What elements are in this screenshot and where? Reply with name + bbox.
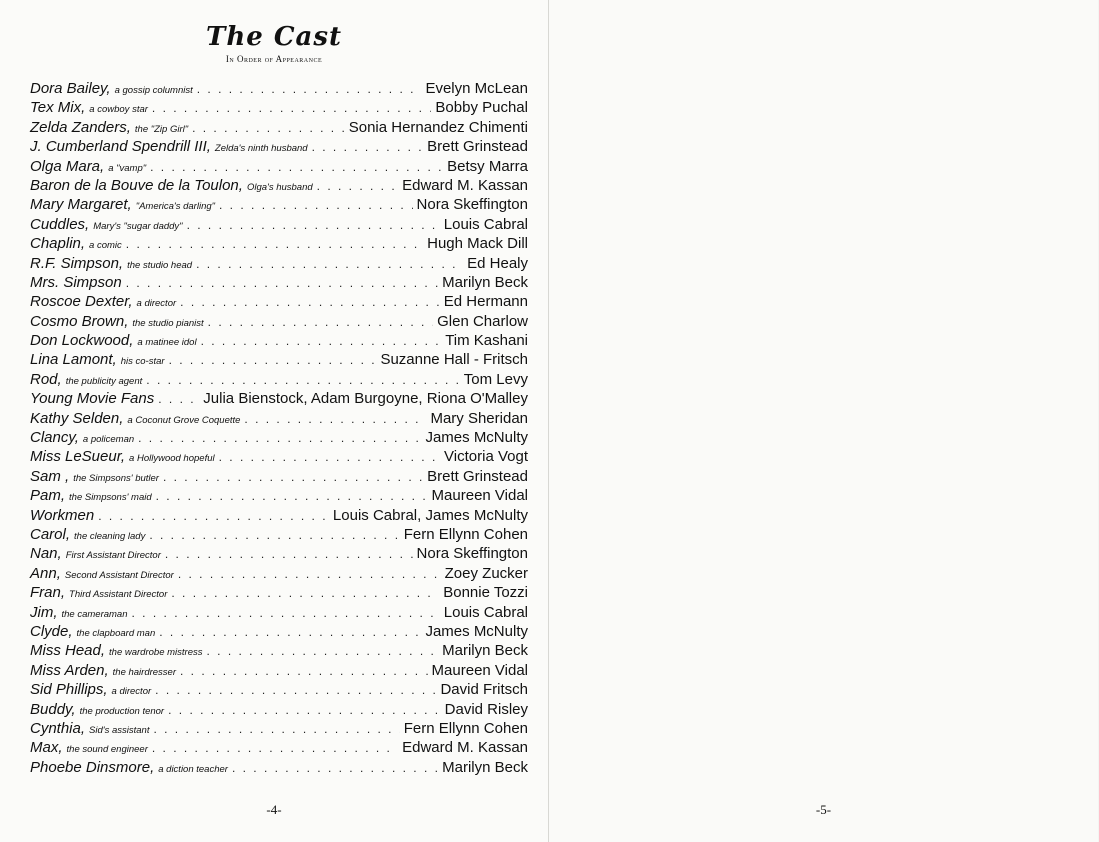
role-description: the Simpsons' maid xyxy=(69,492,152,504)
leader-dots xyxy=(206,644,438,658)
role-description: a diction teacher xyxy=(158,763,228,775)
actor-name: James McNulty xyxy=(425,622,528,640)
leader-dots xyxy=(171,586,439,600)
leader-dots xyxy=(196,257,463,271)
leader-dots xyxy=(197,82,422,96)
leader-dots xyxy=(165,547,413,561)
role-name: Miss LeSueur, xyxy=(30,448,126,466)
role-name: Cosmo Brown, xyxy=(30,312,129,330)
role-name: Carol, xyxy=(30,525,71,543)
actor-name: Bonnie Tozzi xyxy=(443,584,528,602)
role-name: Sam , xyxy=(30,467,70,485)
actor-name: Nora Skeffington xyxy=(416,545,528,563)
role-description: the studio pianist xyxy=(132,317,204,329)
role-name: Mrs. Simpson xyxy=(30,273,122,291)
leader-dots xyxy=(312,140,424,154)
actor-name: Tom Levy xyxy=(463,370,528,388)
role-name: Tex Mix, xyxy=(30,99,86,117)
cast-row xyxy=(30,138,528,157)
role-name: Clyde, xyxy=(30,622,73,640)
leader-dots xyxy=(150,160,443,174)
cast-row xyxy=(30,410,528,429)
actor-name: Nora Skeffington xyxy=(416,196,528,214)
cast-list-left xyxy=(30,80,528,778)
role-description: the publicity agent xyxy=(65,375,143,387)
actor-name: Fern Ellynn Cohen xyxy=(403,719,528,737)
cast-row xyxy=(30,662,528,681)
role-name: Cynthia, xyxy=(30,719,86,737)
actor-name: Edward M. Kassan xyxy=(402,739,528,757)
role-name: Clancy, xyxy=(30,429,79,447)
role-name: Rod, xyxy=(30,370,62,388)
actor-name: Sonia Hernandez Chimenti xyxy=(348,118,528,136)
leader-dots xyxy=(219,198,413,212)
role-name: Dora Bailey, xyxy=(30,80,111,97)
actor-name: Tim Kashani xyxy=(445,332,528,350)
role-name: Kathy Selden, xyxy=(30,409,124,427)
cast-row xyxy=(30,604,528,623)
cast-row xyxy=(30,235,528,254)
role-name: J. Cumberland Spendrill III, xyxy=(30,138,211,156)
role-name: Young Movie Fans xyxy=(30,390,155,408)
leader-dots xyxy=(132,606,440,620)
cast-row xyxy=(30,584,528,603)
actor-name: Edward M. Kassan xyxy=(402,176,528,194)
leader-dots xyxy=(180,295,440,309)
leader-dots xyxy=(126,276,438,290)
cast-row xyxy=(30,468,528,487)
role-description: a gossip columnist xyxy=(114,85,193,96)
cast-row xyxy=(30,196,528,215)
page-left xyxy=(0,0,549,842)
actor-name: Marilyn Beck xyxy=(442,273,528,291)
page-number-right: -5- xyxy=(815,802,832,817)
actor-name: Louis Cabral xyxy=(443,215,528,233)
role-name: Mary Margaret, xyxy=(30,196,132,214)
leader-dots xyxy=(126,237,423,251)
role-description: the studio head xyxy=(127,259,193,271)
role-description: "America's darling" xyxy=(135,201,216,213)
actor-name: James McNulty xyxy=(425,429,528,447)
role-name: Jim, xyxy=(30,603,58,621)
leader-dots xyxy=(180,664,428,678)
actor-name: Suzanne Hall - Fritsch xyxy=(380,351,528,369)
actor-name: Brett Grinstead xyxy=(427,138,528,156)
role-description: a Hollywood hopeful xyxy=(129,453,215,465)
role-name: R.F. Simpson, xyxy=(30,254,124,272)
actor-name: David Risley xyxy=(444,700,528,718)
cast-row xyxy=(30,739,528,758)
cast-row xyxy=(30,429,528,448)
leader-dots xyxy=(153,722,399,736)
cast-row xyxy=(30,565,528,584)
role-description: Second Assistant Director xyxy=(64,569,174,581)
role-name: Lina Lamont, xyxy=(30,351,117,369)
actor-name: Marilyn Beck xyxy=(442,642,528,660)
actor-name: Julia Bienstock, Adam Burgoyne, Riona O'Malley xyxy=(203,390,528,408)
leader-dots xyxy=(178,567,441,581)
leader-dots xyxy=(192,121,345,135)
leader-dots xyxy=(98,509,329,523)
actor-name: Fern Ellynn Cohen xyxy=(403,525,528,543)
actor-name: David Fritsch xyxy=(440,681,528,699)
cast-row xyxy=(30,507,528,526)
page-title: The Cast xyxy=(205,22,343,52)
role-name: Zelda Zanders, xyxy=(30,118,131,136)
role-name: Olga Mara, xyxy=(30,157,105,175)
role-name: Nan, xyxy=(30,545,62,563)
role-name: Cuddles, xyxy=(30,215,90,233)
cast-row xyxy=(30,448,528,467)
leader-dots xyxy=(159,625,421,639)
actor-name: Glen Charlow xyxy=(437,312,528,330)
role-description: his co-star xyxy=(120,356,165,368)
cast-row xyxy=(30,759,528,778)
cast-row xyxy=(30,293,528,312)
role-name: Miss Arden, xyxy=(30,661,109,679)
role-description: the wardrobe mistress xyxy=(109,647,203,659)
role-name: Roscoe Dexter, xyxy=(30,293,133,311)
leader-dots xyxy=(152,101,432,115)
role-description: the production tenor xyxy=(79,705,165,717)
actor-name: Ed Hermann xyxy=(443,293,528,311)
role-description: the hairdresser xyxy=(112,666,177,678)
cast-row xyxy=(30,216,528,235)
cast-row xyxy=(30,80,528,99)
actor-name: Evelyn McLean xyxy=(425,80,528,97)
actor-name: Maureen Vidal xyxy=(431,661,528,679)
role-description: Zelda's ninth husband xyxy=(214,143,308,155)
actor-name: Bobby Puchal xyxy=(435,99,528,117)
leader-dots xyxy=(138,431,421,445)
cast-row xyxy=(30,255,528,274)
page-right xyxy=(549,0,1098,842)
role-description: Sid's assistant xyxy=(89,724,150,736)
cast-row xyxy=(30,701,528,720)
role-name: Miss Head, xyxy=(30,642,106,660)
cast-row xyxy=(30,158,528,177)
cast-heading xyxy=(0,0,548,64)
leader-dots xyxy=(146,373,460,387)
role-description: a director xyxy=(111,686,152,698)
actor-name: Zoey Zucker xyxy=(444,564,528,582)
page-subtitle: In Order of Appearance xyxy=(225,54,323,64)
leader-dots xyxy=(163,470,423,484)
cast-row xyxy=(30,545,528,564)
role-name: Sid Phillips, xyxy=(30,681,108,699)
role-description: the Simpsons' butler xyxy=(73,472,159,484)
role-name: Buddy, xyxy=(30,700,76,718)
leader-dots xyxy=(208,315,433,329)
role-name: Fran, xyxy=(30,584,66,602)
role-description: Third Assistant Director xyxy=(69,589,168,601)
leader-dots xyxy=(169,353,377,367)
role-description: First Assistant Director xyxy=(65,550,161,562)
role-name: Pam, xyxy=(30,487,66,505)
role-description: a "vamp" xyxy=(108,162,147,174)
cast-row xyxy=(30,274,528,293)
cast-row xyxy=(30,487,528,506)
leader-dots xyxy=(244,412,426,426)
leader-dots xyxy=(168,703,441,717)
role-description: a director xyxy=(136,298,177,310)
role-description: the cameraman xyxy=(61,608,128,620)
actor-name: Victoria Vogt xyxy=(444,448,528,466)
leader-dots xyxy=(149,528,399,542)
role-description: the sound engineer xyxy=(66,744,148,756)
role-description: a comic xyxy=(89,240,122,252)
role-description: a cowboy star xyxy=(89,104,148,116)
leader-dots xyxy=(232,761,438,775)
role-name: Chaplin, xyxy=(30,235,86,253)
role-description: the clapboard man xyxy=(76,627,156,639)
leader-dots xyxy=(219,450,440,464)
leader-dots xyxy=(317,179,398,193)
cast-row xyxy=(30,390,528,409)
actor-name: Brett Grinstead xyxy=(427,467,528,485)
cast-row xyxy=(30,526,528,545)
role-description: Olga's husband xyxy=(246,181,313,193)
cast-row xyxy=(30,313,528,332)
role-description: Mary's "sugar daddy" xyxy=(93,220,183,232)
actor-name: Louis Cabral, James McNulty xyxy=(332,506,528,524)
role-name: Ann, xyxy=(30,564,61,582)
role-name: Baron de la Bouve de la Toulon, xyxy=(30,176,243,194)
cast-row xyxy=(30,681,528,700)
role-description: the cleaning lady xyxy=(74,530,146,542)
role-description: the "Zip Girl" xyxy=(134,123,189,135)
role-name: Max, xyxy=(30,739,63,757)
role-name: Don Lockwood, xyxy=(30,332,134,350)
role-name: Phoebe Dinsmore, xyxy=(30,758,155,776)
actor-name: Louis Cabral xyxy=(443,603,528,621)
role-description: a matinee idol xyxy=(137,337,197,349)
cast-row xyxy=(30,371,528,390)
actor-name: Betsy Marra xyxy=(447,157,528,175)
actor-name: Maureen Vidal xyxy=(431,487,528,505)
leader-dots xyxy=(156,489,428,503)
leader-dots xyxy=(152,741,398,755)
page-number-left: -4- xyxy=(266,802,282,817)
cast-row xyxy=(30,119,528,138)
leader-dots xyxy=(187,218,440,232)
cast-row xyxy=(30,177,528,196)
cast-row xyxy=(30,332,528,351)
actor-name: Marilyn Beck xyxy=(442,758,528,776)
role-name: Workmen xyxy=(30,506,95,524)
cast-row xyxy=(30,351,528,370)
leader-dots xyxy=(158,392,199,406)
cast-row xyxy=(30,623,528,642)
actor-name: Ed Healy xyxy=(467,254,528,272)
cast-row xyxy=(30,642,528,661)
actor-name: Hugh Mack Dill xyxy=(427,235,528,253)
actor-name: Mary Sheridan xyxy=(430,409,528,427)
cast-row xyxy=(30,99,528,118)
role-description: a Coconut Grove Coquette xyxy=(127,414,241,426)
role-description: a policeman xyxy=(82,434,135,446)
cast-row xyxy=(30,720,528,739)
leader-dots xyxy=(201,334,442,348)
leader-dots xyxy=(155,683,436,697)
